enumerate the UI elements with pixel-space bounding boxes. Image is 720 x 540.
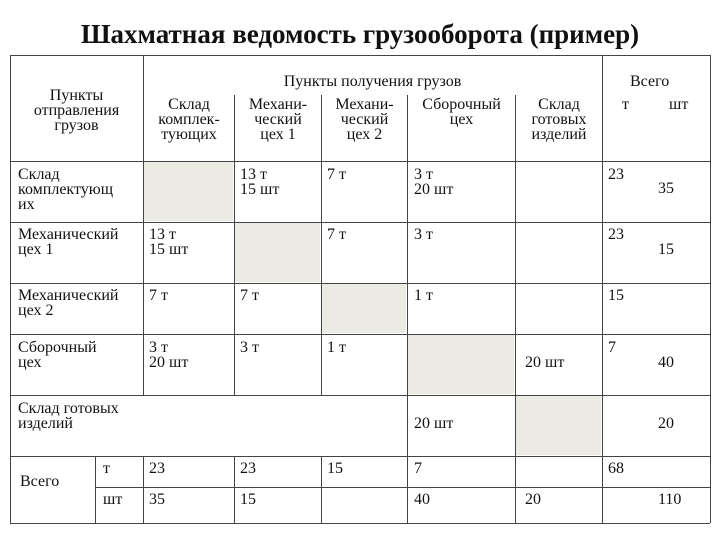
- column-total-t: 15: [327, 460, 343, 477]
- table-cell: 7 т: [240, 287, 259, 304]
- table-cell: 3 т: [414, 226, 433, 243]
- table-rule: [10, 55, 710, 56]
- column-total-t: 23: [240, 460, 256, 477]
- total-sht-header: шт: [669, 96, 689, 113]
- diagonal-cell: [144, 162, 233, 221]
- table-cell: 7 т: [149, 287, 168, 304]
- row-total-sht: 40: [658, 354, 674, 371]
- table-rule: [10, 395, 710, 396]
- table-rule: [234, 95, 235, 396]
- table-rule: [10, 456, 710, 457]
- row-total-sht: 20: [658, 415, 674, 432]
- table-rule: [95, 456, 96, 523]
- total-t-header: т: [622, 96, 629, 113]
- row-label: Механический цех 1: [18, 226, 119, 258]
- table-cell: 20 шт: [414, 415, 454, 432]
- column-header: Механи- ческий цех 2: [335, 96, 394, 143]
- column-total-sht: 35: [149, 491, 165, 508]
- table-rule: [10, 161, 710, 162]
- diagonal-cell: [235, 223, 320, 282]
- diagonal-cell: [408, 335, 514, 394]
- table-cell: 13 т 15 шт: [149, 226, 189, 258]
- column-total-sht: 40: [414, 491, 430, 508]
- total-header: Всего: [630, 73, 670, 90]
- table-cell: 3 т 20 шт: [149, 339, 189, 371]
- table-rule: [143, 55, 144, 396]
- table-rule: [10, 55, 11, 523]
- totals-t-label: т: [103, 460, 110, 477]
- row-label: Механический цех 2: [18, 287, 119, 319]
- table-rule: [321, 456, 322, 523]
- column-total-sht: 15: [240, 491, 256, 508]
- column-header: Сборочный цех: [422, 96, 501, 128]
- table-cell: 7 т: [327, 226, 346, 243]
- row-total-t: 23: [608, 166, 624, 183]
- column-header: Склад готовых изделий: [531, 96, 587, 143]
- table-rule: [407, 95, 408, 523]
- table-rule: [515, 95, 516, 523]
- grand-total-sht: 110: [658, 491, 682, 508]
- origin-header: Пункты отправления грузов: [33, 87, 120, 134]
- table-rule: [10, 334, 710, 335]
- table-cell: 13 т 15 шт: [240, 166, 280, 198]
- row-total-t: 23: [608, 226, 624, 243]
- table-rule: [10, 283, 710, 284]
- grand-total-t: 68: [608, 460, 624, 477]
- row-total-t: 7: [608, 339, 616, 356]
- table-rule: [602, 55, 603, 523]
- table-rule: [234, 456, 235, 523]
- table-cell: 20 шт: [525, 354, 565, 371]
- diagonal-cell: [322, 284, 406, 333]
- table-rule: [10, 222, 710, 223]
- page-title: Шахматная ведомость грузооборота (пример): [80, 19, 640, 49]
- row-total-sht: 15: [658, 241, 674, 258]
- column-header: Склад комплек- тующих: [158, 96, 220, 143]
- column-total-t: 7: [414, 460, 422, 477]
- table-rule: [95, 487, 710, 488]
- table-cell: 3 т: [240, 339, 259, 356]
- table-cell: 1 т: [414, 287, 433, 304]
- column-total-t: 23: [149, 460, 165, 477]
- column-total-sht: 20: [525, 491, 541, 508]
- table-rule: [710, 55, 711, 523]
- row-label: Склад готовых изделий: [18, 400, 119, 432]
- destinations-header: Пункты получения грузов: [283, 73, 462, 90]
- row-label: Сборочный цех: [18, 339, 97, 371]
- table-cell: 1 т: [327, 339, 346, 356]
- table-rule: [321, 95, 322, 396]
- table-cell: 3 т 20 шт: [414, 166, 454, 198]
- column-header: Механи- ческий цех 1: [248, 96, 308, 143]
- table-cell: 7 т: [327, 166, 346, 183]
- row-total-t: 15: [608, 287, 624, 304]
- table-rule: [10, 523, 710, 524]
- totals-sht-label: шт: [103, 491, 123, 508]
- row-label: Склад комплектующ их: [18, 166, 114, 213]
- diagonal-cell: [516, 396, 601, 455]
- row-total-sht: 35: [658, 180, 674, 197]
- totals-label: Всего: [20, 473, 60, 490]
- table-rule: [143, 456, 144, 523]
